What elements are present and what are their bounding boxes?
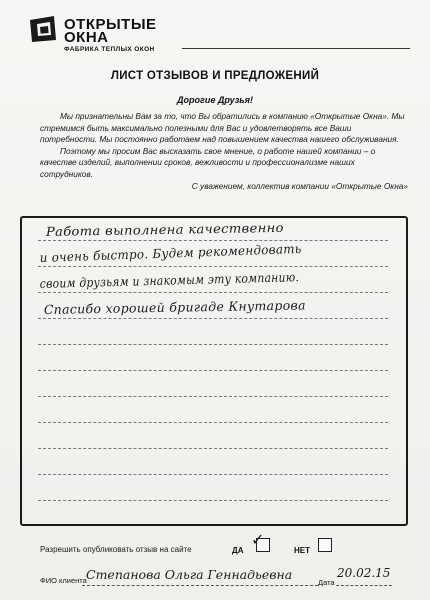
ruled-line <box>38 266 388 267</box>
ruled-line <box>38 422 388 423</box>
checkmark-icon: ✓ <box>251 530 265 549</box>
form-title: ЛИСТ ОТЗЫВОВ И ПРЕДЛОЖЕНИЙ <box>110 70 320 82</box>
intro-text <box>40 111 410 180</box>
review-line-4: Спасибо хорошей бригаде Кнутарова <box>43 297 306 317</box>
date-label: Дата <box>318 578 335 587</box>
logo-text-line1: ОТКРЫТЫЕ <box>64 16 157 33</box>
ruled-line <box>38 500 388 501</box>
review-line-3: своим друзьям и знакомым эту компанию. <box>39 269 300 291</box>
review-textarea[interactable] <box>20 216 408 526</box>
ruled-line <box>38 292 388 293</box>
greeting: Дорогие Друзья! <box>177 95 253 105</box>
publish-consent-label: Разрешить опубликовать отзыв на сайте <box>40 545 192 554</box>
logo-text-line2: ОКНА <box>64 29 109 46</box>
date-field[interactable]: 20.02.15 <box>337 566 391 580</box>
ruled-line <box>38 474 388 475</box>
client-name-underline <box>82 585 318 586</box>
review-line-1: Работа выполнена качественно <box>45 219 284 239</box>
ruled-line <box>38 396 388 397</box>
ruled-line <box>38 240 388 241</box>
window-logo-icon <box>28 14 58 44</box>
signoff: С уважением, коллектив компании «Открытые Окна» <box>191 181 408 191</box>
header-divider <box>182 48 410 49</box>
consent-yes-label: ДА <box>232 546 244 555</box>
ruled-line <box>38 318 388 319</box>
client-name-field[interactable]: Степанова Ольга Геннадьевна <box>86 567 293 582</box>
ruled-line <box>38 370 388 371</box>
review-line-2: и очень быстро. Будем рекомендовать <box>39 240 302 265</box>
date-underline <box>336 585 392 586</box>
intro-paragraph-2: Поэтому мы просим Вас высказать свое мнение, о работе нашей компании – о качестве изделий, выполнении сроков, вежливости и профессионализме наших сотрудников. <box>40 145 376 179</box>
consent-no-checkbox[interactable] <box>318 538 332 552</box>
consent-no-label: НЕТ <box>294 546 310 555</box>
logo-tagline: ФАБРИКА ТЕПЛЫХ ОКОН <box>64 46 155 53</box>
client-name-label: ФИО клиента <box>40 576 87 585</box>
company-logo <box>28 14 178 52</box>
intro-paragraph-1: Мы признательны Вам за то, что Вы обратились в компанию «Открытые Окна». Мы стремимся быть максимально полезными для Вас и удовлетворять все Ваши потребности. Мы постоянно работаем над повышением качества нашего обслуживания. <box>40 111 405 144</box>
ruled-line <box>38 344 388 345</box>
ruled-line <box>38 448 388 449</box>
